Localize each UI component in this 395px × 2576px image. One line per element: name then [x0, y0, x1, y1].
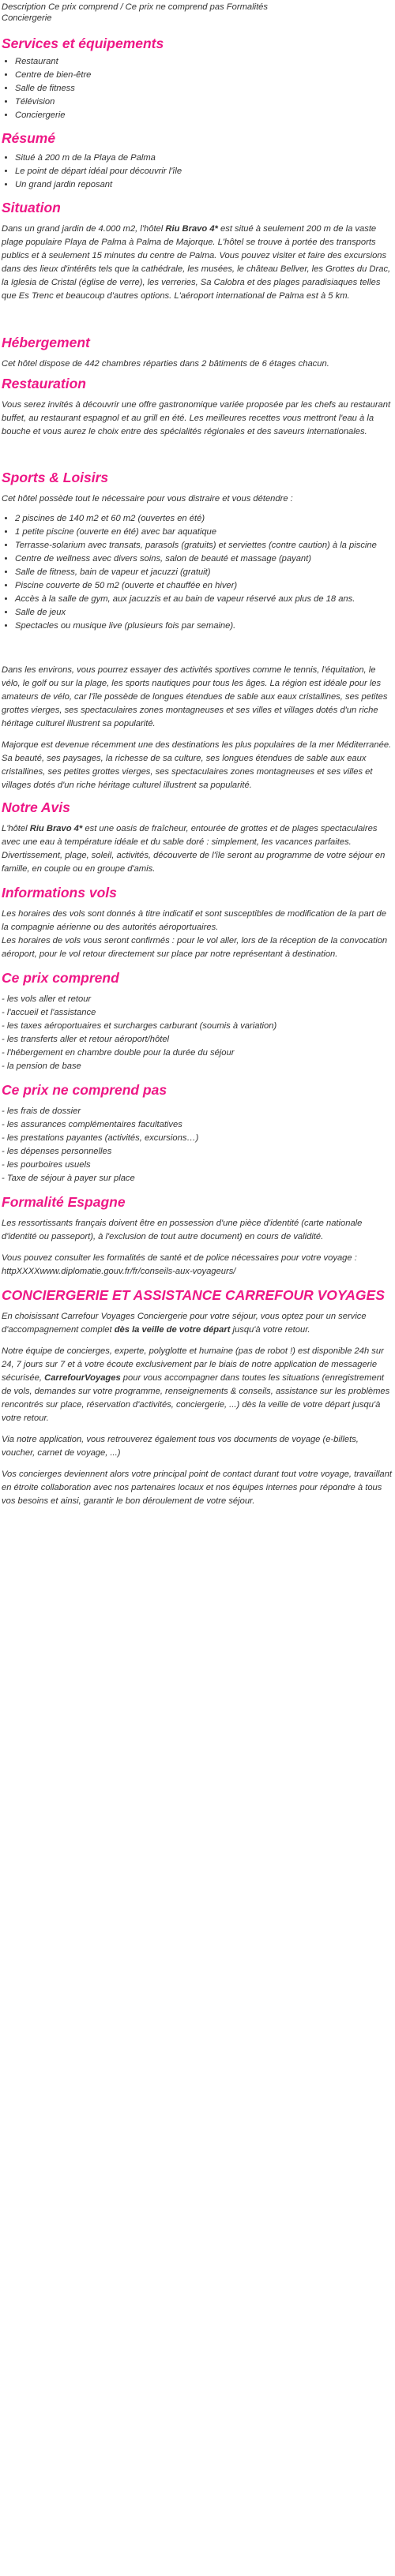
list-item: - les assurances complémentaires facultatives: [2, 1120, 182, 1129]
list-item: • Terrasse-solarium avec transats, parasols (gratuits) et serviettes (contre caution) à la piscine: [15, 539, 393, 552]
avis-text: L'hôtel Riu Bravo 4* est une oasis de fraîcheur, entourée de grottes et de plages spectaculaires avec une eau à température idéale et du sable doré : simplement, les vacances parfaites. Divertissement, plage, soleil, activités, découverte de l'île seront au programme de votre séjour en famille, en couple ou en groupe d'amis.: [2, 824, 386, 874]
conciergerie-paragraph-3: Via notre application, vous retrouverez également tous vos documents de voyage (e-billets, voucher, carnet de voyage, ...): [2, 1435, 359, 1458]
header-line-2: Conciergerie: [2, 13, 52, 23]
list-item: • 1 petite piscine (ouverte en été) avec bar aquatique: [15, 526, 393, 539]
list-item: • Accès à la salle de gym, aux jacuzzis et au bain de vapeur réservé aux plus de 18 ans.: [15, 593, 393, 606]
list-item: • Un grand jardin reposant: [15, 178, 393, 192]
list-item: • Conciergerie: [15, 109, 393, 122]
resume-title: Résumé: [2, 130, 56, 146]
situation-title: Situation: [2, 200, 61, 215]
formalite-paragraph-2: Vous pouvez consulter les formalités de santé et de police nécessaires pour votre voyage : httpXXXXwww.diplomatie.gouv.fr/fr/conseils-aux-voyageurs/: [2, 1253, 357, 1276]
list-item: • Salle de fitness: [15, 82, 393, 95]
resume-list: [2, 152, 393, 192]
comprend-list: [2, 993, 393, 1073]
sports-paragraph-2: Majorque est devenue récemment une des destinations les plus populaires de la mer Méditerranée. Sa beauté, ses paysages, la richesse de sa culture, ses longues étendues de sable aux eaux cristallines, ses petites grottes vierges, ses spectaculaires zones montagneuses et ses villes et villages dotés d'un riche héritage culturel illustrent sa popularité.: [2, 740, 392, 790]
ne-comprend-list: [2, 1105, 393, 1185]
hebergement-text: Cet hôtel dispose de 442 chambres réparties dans 2 bâtiments de 6 étages chacun.: [2, 359, 329, 369]
list-item: - les taxes aéroportuaires et surcharges carburant (soumis à variation): [2, 1021, 277, 1031]
hotel-name: Riu Bravo 4*: [29, 824, 83, 833]
conciergerie-title: CONCIERGERIE ET ASSISTANCE CARREFOUR VOYAGES: [2, 1287, 385, 1303]
list-item: - la pension de base: [2, 1061, 81, 1071]
list-item: - les prestations payantes (activités, excursions…): [2, 1133, 199, 1143]
list-item: - les vols aller et retour: [2, 994, 92, 1004]
hotel-name: Riu Bravo 4*: [165, 224, 218, 234]
list-item: - les dépenses personnelles: [2, 1147, 112, 1156]
ne-comprend-title: Ce prix ne comprend pas: [2, 1082, 167, 1098]
situation-text: Dans un grand jardin de 4.000 m2, l'hôtel Riu Bravo 4* est situé à seulement 200 m de la vaste plage populaire Playa de Palma à Palma de Majorque. L'hôtel se trouve à portée des transports publics et à seulement 15 minutes du centre de Palma. Vous pouvez visiter et faire des excursions dans des lieux d'intérêts tels que la cathédrale, les musées, le château Bellver, les Grottes du Drac, la Iglesia de Cristal (église de verre), les verreries, Sa Calobra et des plages paradisiaques telles que Es Trenc et beaucoup d'autres options. L'aéroport international de Palma est à 5 km.: [2, 224, 391, 301]
sports-intro: Cet hôtel possède tout le nécessaire pour vous distraire et vous détendre :: [2, 494, 293, 504]
list-item: • Centre de bien-être: [15, 69, 393, 82]
list-item: • Restaurant: [15, 55, 393, 69]
formalite-title: Formalité Espagne: [2, 1194, 126, 1210]
list-item: - l'hébergement en chambre double pour la durée du séjour: [2, 1048, 235, 1058]
formalite-paragraph-1: Les ressortissants français doivent être en possession d'une pièce d'identité (carte nationale d'identité ou passeport), à l'exclusion de tout autre document) en cours de validité.: [2, 1219, 363, 1241]
sports-list: [2, 512, 393, 633]
list-item: - les pourboires usuels: [2, 1160, 91, 1170]
conciergerie-paragraph-4: Vos concierges deviennent alors votre principal point de contact durant tout votre voyage, travaillant en étroite collaboration avec nos partenaires locaux et nos équipes internes pour répondre à tous vos besoins et ainsi, garantir le bon déroulement de votre séjour.: [2, 1470, 392, 1506]
list-item: - Taxe de séjour à payer sur place: [2, 1174, 135, 1183]
vols-paragraph-2: Les horaires de vols vous seront confirmés : pour le vol aller, lors de la réception de la convocation aéroport, pour le vol retour directement sur place par notre représentant à destination.: [2, 936, 388, 959]
list-item: - les transferts aller et retour aéroport/hôtel: [2, 1035, 170, 1044]
list-item: • Piscine couverte de 50 m2 (ouverte et chauffée en hiver): [15, 579, 393, 593]
services-list: [2, 55, 393, 122]
comprend-title: Ce prix comprend: [2, 970, 119, 986]
sports-paragraph-1: Dans les environs, vous pourrez essayer des activités sportives comme le tennis, l'équitation, le vélo, le golf ou sur la plage, les sports nautiques pour tous les âges. La région est idéale pour les amateurs de vélo, car l'île possède de longues étendues de sable aux eaux cristallines, ses petites grottes vierges, ses spectaculaires zones montagneuses et ses villes et villages dotés d'un riche héritage culturel illustrent sa popularité.: [2, 665, 388, 728]
list-item: • Salle de jeux: [15, 606, 393, 620]
list-item: • 2 piscines de 140 m2 et 60 m2 (ouvertes en été): [15, 512, 393, 526]
vols-paragraph-1: Les horaires des vols sont donnés à titre indicatif et sont susceptibles de modification de la part de la compagnie aérienne ou des autorités aéroportuaires.: [2, 909, 386, 932]
list-item: - les frais de dossier: [2, 1106, 81, 1116]
conciergerie-paragraph-2: Notre équipe de concierges, experte, polyglotte et humaine (pas de robot !) est disponible 24h sur 24, 7 jours sur 7 et à votre écoute exclusivement par le biais de notre application de messagerie sécurisée, CarrefourVoyages pour vous accompagner dans toutes les situations (enregistrement de vols, demandes sur votre programme, renseignements & conseils, assistance sur les problèmes rencontrés sur place, réservation d'activités, conciergerie, ...) dès la veille de votre départ jusqu'à votre retour.: [2, 1346, 390, 1423]
restauration-title: Restauration: [2, 376, 86, 391]
restauration-text: Vous serez invités à découvrir une offre gastronomique variée proposée par les chefs au restaurant buffet, au restaurant espagnol et au grill en été. Les meilleures recettes vous mettront l'eau à la bouche et vous aurez le choix entre des spécialités régionales et des saveurs internationales.: [2, 400, 391, 436]
list-item: • Centre de wellness avec divers soins, salon de beauté et massage (payant): [15, 552, 393, 566]
list-item: • Salle de fitness, bain de vapeur et jacuzzi (gratuit): [15, 566, 393, 579]
vols-title: Informations vols: [2, 885, 117, 900]
header-line-1: Description Ce prix comprend / Ce prix ne comprend pas Formalités: [2, 2, 269, 12]
conciergerie-paragraph-1: En choisissant Carrefour Voyages Conciergerie pour votre séjour, vous optez pour un service d'accompagnement complet dès la veille de votre départ jusqu'à votre retour.: [2, 1312, 367, 1335]
list-item: • Le point de départ idéal pour découvrir l'île: [15, 165, 393, 178]
avis-title: Notre Avis: [2, 799, 70, 815]
list-item: - l'accueil et l'assistance: [2, 1008, 96, 1017]
hebergement-title: Hébergement: [2, 335, 90, 350]
services-title: Services et équipements: [2, 36, 164, 51]
list-item: • Télévision: [15, 95, 393, 109]
sports-title: Sports & Loisirs: [2, 470, 109, 485]
list-item: • Spectacles ou musique live (plusieurs fois par semaine).: [15, 620, 393, 633]
list-item: • Situé à 200 m de la Playa de Palma: [15, 152, 393, 165]
description-header: [2, 0, 393, 24]
